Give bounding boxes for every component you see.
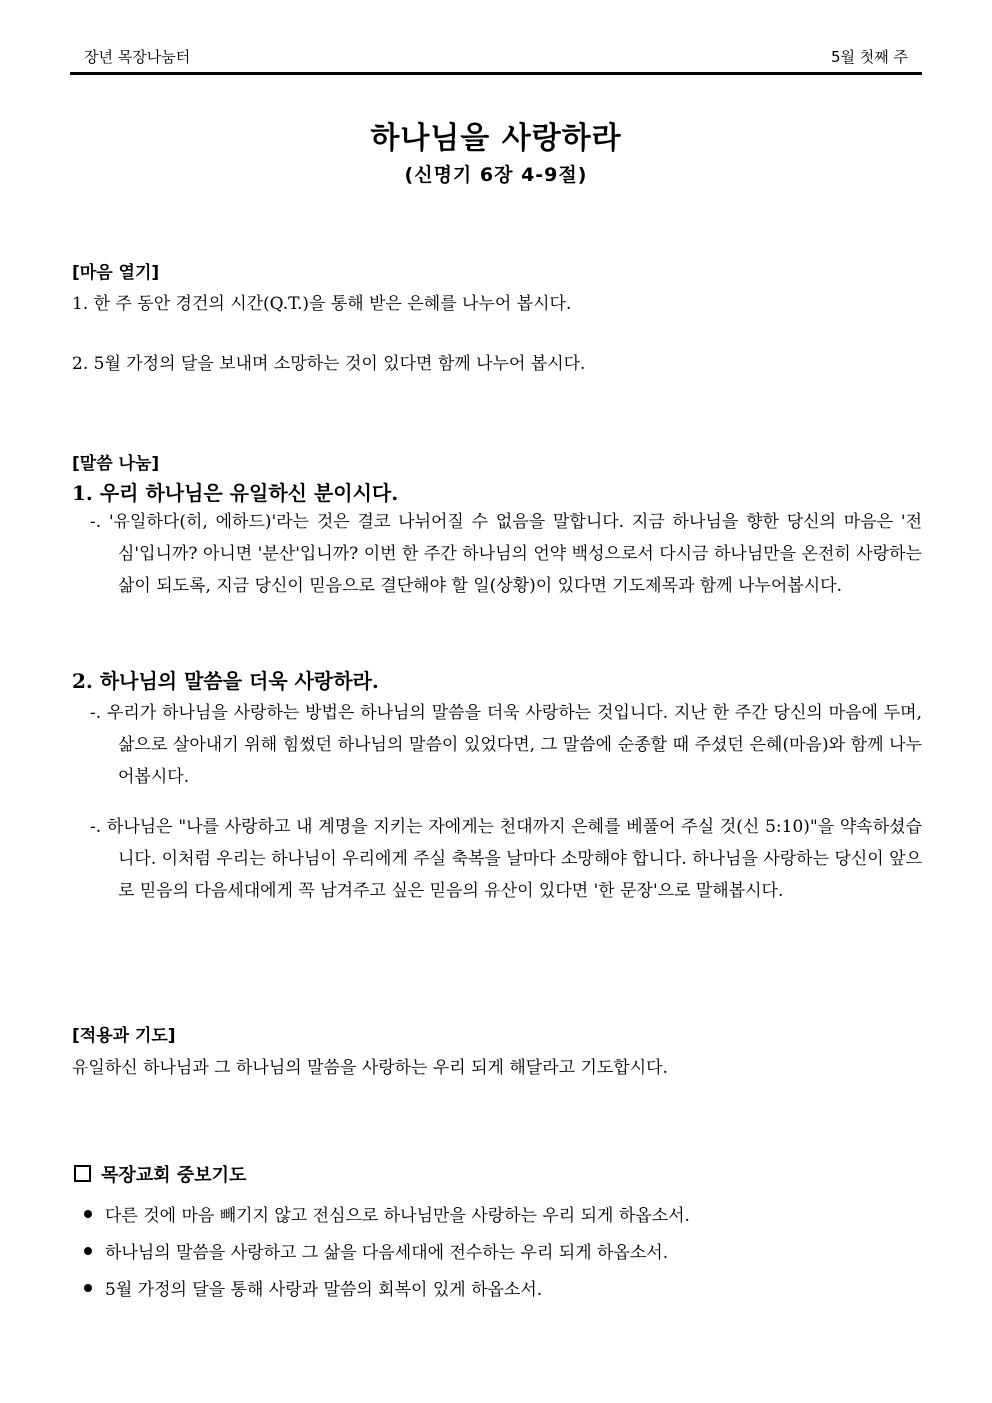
bullet-icon: [84, 1210, 92, 1218]
list-item: [84, 1198, 922, 1235]
prayer-list: [84, 1198, 922, 1309]
checkbox-icon: [74, 1165, 91, 1182]
bullet-icon: [84, 1247, 92, 1255]
section-label-word: [말씀 나눔]: [72, 454, 160, 474]
header-right-label: 5월 첫째 주: [830, 48, 908, 66]
page-title: 하나님을 사랑하라: [370, 121, 622, 156]
list-item: [84, 1272, 922, 1309]
header-divider: [70, 72, 922, 75]
bullet-icon: [84, 1284, 92, 1292]
list-item: [84, 1235, 922, 1272]
opening-item-1: 1. 한 주 동안 경건의 시간(Q.T.)을 통해 받은 은혜를 나누어 봅시다.: [72, 294, 572, 314]
point-2-item-1-text: -. 우리가 하나님을 사랑하는 방법은 하나님의 말씀을 더욱 사랑하는 것입니다. 지난 한 주간 당신의 마음에 두며, 삶으로 살아내기 위해 힘썼던 하나님의 말씀이 있었다면, 그 말씀에 순종할 때 주셨던 은혜(마음)와 함께 나누어봅시다.: [90, 703, 922, 787]
header-left-label: 장년 목장나눔터: [84, 48, 191, 66]
point-heading-2: 2. 하나님의 말씀을 더욱 사랑하라.: [72, 669, 379, 693]
section-label-opening: [마음 열기]: [72, 263, 160, 283]
point-heading-1: 1. 우리 하나님은 유일하신 분이시다.: [72, 481, 399, 505]
page-subtitle: (신명기 6장 4-9절): [404, 164, 588, 186]
application-text: 유일하신 하나님과 그 하나님의 말씀을 사랑하는 우리 되게 해달라고 기도합시다.: [72, 1058, 668, 1078]
opening-item-2: 2. 5월 가정의 달을 보내며 소망하는 것이 있다면 함께 나누어 봅시다.: [72, 354, 586, 374]
point-2-item-2-text: -. 하나님은 "나를 사랑하고 내 계명을 지키는 자에게는 천대까지 은혜를 베풀어 주실 것(신 5:10)"을 약속하셨습니다. 이처럼 우리는 하나님이 우리에게 주실 축복을 날마다 소망해야 합니다. 하나님을 사랑하는 당신이 앞으로 믿음의 다음세대에게 꼭 남겨주고 싶은 믿음의 유산이 있다면 '한 문장'으로 말해봅시다.: [90, 817, 922, 901]
point-1-item-1: [90, 506, 922, 602]
point-2-item-1: [90, 697, 922, 793]
prayer-title: 목장교회 중보기도: [101, 1165, 247, 1186]
point-1-item-1-text: -. '유일하다(히, 에하드)'라는 것은 결코 나뉘어질 수 없음을 말합니다. 지금 하나님을 향한 당신의 마음은 '전심'입니까? 아니면 '분산'입니까? 이번 한 주간 하나님의 언약 백성으로서 다시금 하나님만을 온전히 사랑하는 삶이 되도록, 지금 당신이 믿음으로 결단해야 할 일(상황)이 있다면 기도제목과 함께 나누어봅시다.: [90, 512, 922, 596]
prayer-item-1: 다른 것에 마음 빼기지 않고 전심으로 하나님만을 사랑하는 우리 되게 하옵소서.: [105, 1206, 690, 1226]
prayer-heading: [74, 1161, 246, 1187]
prayer-item-2: 하나님의 말씀을 사랑하고 그 삶을 다음세대에 전수하는 우리 되게 하옵소서.: [105, 1243, 669, 1263]
point-2-item-2: [90, 811, 922, 907]
section-label-application: [적용과 기도]: [72, 1026, 176, 1046]
prayer-item-3: 5월 가정의 달을 통해 사랑과 말씀의 회복이 있게 하옵소서.: [105, 1280, 543, 1300]
